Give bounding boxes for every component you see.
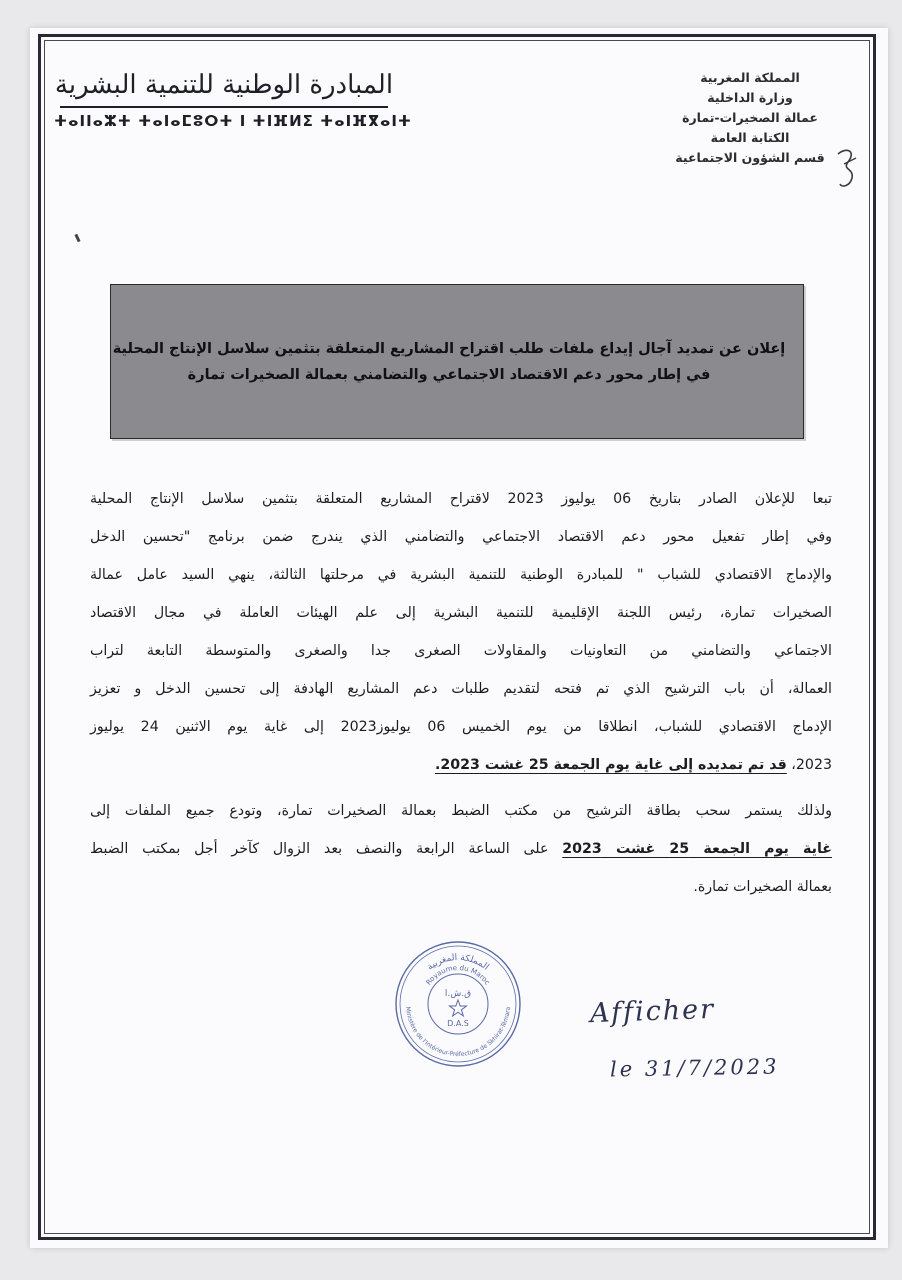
official-stamp bbox=[392, 938, 524, 1070]
body-line: العمالة، أن باب الترشيح الذي تم فتحه لتقديم طلبات دعم المشاريع الهادفة إلى تحسين الدخل و تعزيز bbox=[90, 681, 832, 697]
body-line: بعمالة الصخيرات تمارة. bbox=[693, 879, 832, 895]
body-line: الصخيرات تمارة، رئيس اللجنة الإقليمية للتنمية البشرية إلى علم الهيئات العاملة في مجال الاقتصاد bbox=[90, 605, 832, 621]
stamp-ring-bottom-text: Ministère de l'Intérieur-Préfecture de Skhirat-Témara bbox=[404, 1006, 512, 1059]
logo-arabic-text: المبادرة الوطنية للتنمية البشرية bbox=[54, 70, 394, 100]
initials-signature bbox=[834, 144, 860, 190]
stamp-ring-fr-text: Royaume du Maroc bbox=[424, 963, 492, 987]
final-deadline: غاية يوم الجمعة 25 غشت 2023 bbox=[562, 841, 832, 857]
logo-divider bbox=[60, 106, 388, 108]
paragraph-gap bbox=[90, 784, 832, 792]
handwritten-afficher: Afficher bbox=[589, 993, 716, 1030]
logo-tifinagh-text: ⵜⴰⵏⵏⴰⵣⵜ ⵜⴰⵏⴰⵎⵓⵔⵜ ⵏ ⵜⵏⴼⵍⵉ ⵜⴰⵏⴼⴳⴰⵏⵜ bbox=[54, 112, 413, 130]
header-social-affairs-division: قسم الشؤون الاجتماعية bbox=[675, 150, 825, 165]
extension-deadline: قد تم تمديده إلى غاية يوم الجمعة 25 غشت 2023. bbox=[435, 757, 787, 773]
stamp-center-arabic: ق.ش.ا bbox=[444, 989, 472, 999]
body-line: وفي إطار تفعيل محور دعم الاقتصاد الاجتماعي والتضامني الذي يندرج ضمن برنامج "تحسين الدخل bbox=[90, 529, 832, 545]
administrative-header bbox=[650, 68, 850, 168]
announcement-body bbox=[90, 480, 832, 906]
header-prefecture: عمالة الصخيرات-تمارة bbox=[682, 110, 818, 125]
stamp-ring-top-text: المملكة المغربية bbox=[425, 952, 491, 973]
announcement-title-box bbox=[110, 284, 804, 439]
document-page bbox=[30, 28, 888, 1248]
body-line-deadline bbox=[90, 830, 832, 868]
body-line: تبعا للإعلان الصادر بتاريخ 06 يوليوز 2023 لاقتراح المشاريع المتعلقة بتثمين سلاسل الإنتاج المحلية bbox=[90, 491, 832, 507]
star-icon bbox=[450, 1000, 467, 1016]
stamp-center-french: D.A.S bbox=[447, 1019, 469, 1028]
header-general-secretariat: الكتابة العامة bbox=[710, 130, 790, 145]
body-line-extension bbox=[90, 746, 832, 784]
header-ministry: وزارة الداخلية bbox=[707, 90, 793, 105]
body-line: الاجتماعي والتضامني من التعاونيات والمقاولات الصغرى جدا والصغرى والمتوسطة التابعة لتراب bbox=[90, 643, 832, 659]
indh-logo bbox=[54, 66, 413, 130]
title-line-1: إعلان عن تمديد آجال إيداع ملفات طلب اقتراح المشاريع المتعلقة بتثمين سلاسل الإنتاج المحلية bbox=[112, 340, 786, 357]
title-line-2: في إطار محور دعم الاقتصاد الاجتماعي والتضامني بعمالة الصخيرات تمارة bbox=[187, 366, 711, 383]
body-line: والإدماج الاقتصادي للشباب " للمبادرة الوطنية للتنمية البشرية في مرحلتها الثالثة، ينهي السيد عامل عمالة bbox=[90, 567, 832, 583]
final-deadline-details: على الساعة الرابعة والنصف بعد الزوال كآخر أجل بمكتب الضبط bbox=[90, 841, 563, 857]
stamp-ring-2 bbox=[400, 946, 516, 1062]
body-line: ولذلك يستمر سحب بطاقة الترشيح من مكتب الضبط بعمالة الصخيرات تمارة، وتودع جميع الملفات إلى bbox=[90, 803, 832, 819]
extension-year: 2023، bbox=[791, 757, 832, 773]
stamp-graphic bbox=[392, 938, 524, 1070]
header-kingdom: المملكة المغربية bbox=[700, 70, 800, 85]
handwritten-date: le 31/7/2023 bbox=[609, 1054, 780, 1082]
body-line: الإدماج الاقتصادي للشباب، انطلاقا من يوم الخميس 06 يوليوز2023 إلى غاية يوم الاثنين 24 يوليوز bbox=[90, 719, 832, 735]
